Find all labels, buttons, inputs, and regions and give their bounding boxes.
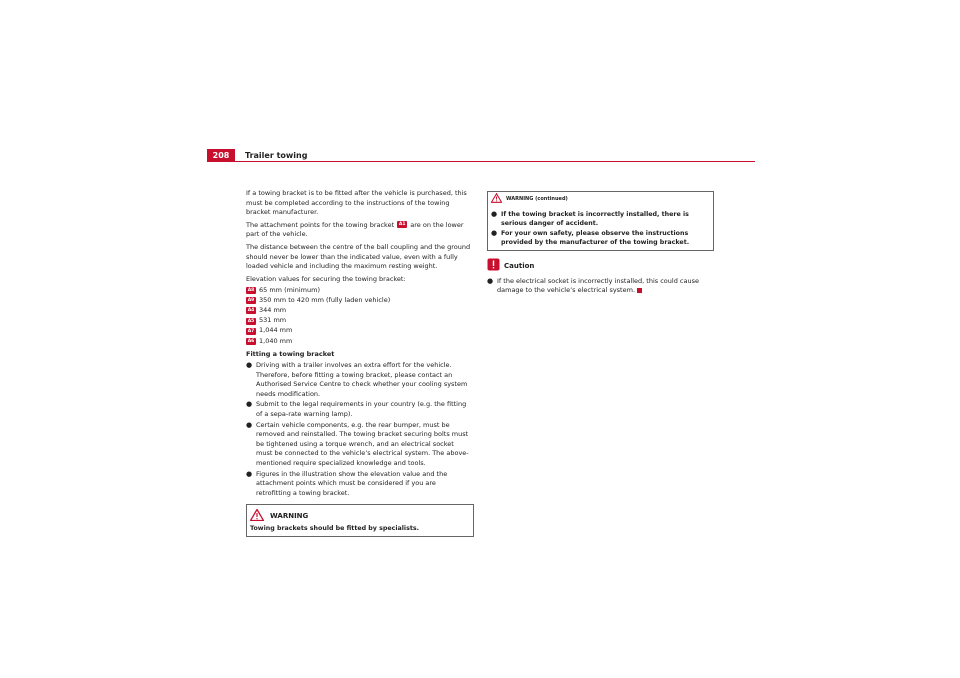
list-item: A5 531 mm — [247, 316, 287, 325]
list-item: A6 1,040 mm — [247, 336, 293, 345]
callout-badge: A9 — [247, 298, 255, 304]
warning-triangle-icon — [250, 509, 264, 525]
warning-continued-box — [487, 191, 714, 251]
bullet-icon: ● — [246, 420, 253, 429]
bullet-item: ● For your own safety, please observe the instructions provided by the manufacturer of the towing bracket. — [491, 229, 690, 246]
section-title: Trailer towing — [245, 151, 308, 160]
bullet-item: ● If the towing bracket is incorrectly installed, there is serious danger of accident. — [491, 210, 689, 227]
bullet-icon: ● — [246, 400, 253, 409]
caution-title: Caution — [504, 261, 535, 270]
attachment-paragraph: The attachment points for the towing bracket A1 are on the lower part of the vehicle. — [246, 220, 464, 239]
warning-triangle-icon — [491, 193, 502, 207]
warning-title: WARNING — [270, 511, 309, 520]
bullet-item: ● Certain vehicle components, e.g. the rear bumper, must be removed and reinstalled. The towing bracket securing bolts must be tightened using a torque wrench, and an electrical socket must be connected to the vehicle’s electrical system. The above-mentioned require specialized knowledge and tools. — [246, 420, 469, 467]
bullet-icon: ● — [487, 276, 494, 285]
intro-paragraph: If a towing bracket is to be fitted after the vehicle is purchased, this must be completed according to the instructions of the towing bracket manufacturer. — [246, 189, 467, 217]
distance-paragraph: The distance between the centre of the ball coupling and the ground should never be lower than the indicated value, even with a fully loaded vehicle and including the maximum resting weight. — [246, 242, 471, 271]
warning-continued-header — [491, 194, 710, 206]
warning-continued-title: WARNING (continued) — [506, 196, 568, 203]
callout-badge: A7 — [247, 328, 255, 334]
list-item: A9 350 mm to 420 mm (fully laden vehicle) — [247, 295, 391, 304]
bullet-item: ● Figures in the illustration show the elevation value and the attachment points which must be considered if you are retrofitting a towing bracket. — [246, 469, 448, 497]
right-column — [487, 191, 713, 297]
callout-badge: A6 — [247, 338, 255, 344]
header-rule — [207, 161, 755, 162]
bullet-item: ● Submit to the legal requirements in your country (e.g. the fitting of a sepa-rate warning lamp). — [246, 400, 467, 419]
elevation-list — [246, 285, 472, 346]
caution-exclamation-icon — [487, 258, 500, 275]
warning-text: Towing brackets should be fitted by specialists. — [250, 525, 419, 533]
left-column — [246, 189, 472, 537]
elevation-intro: Elevation values for securing the towing bracket: — [246, 274, 406, 283]
bullet-icon: ● — [246, 361, 253, 370]
bullet-item: ● Driving with a trailer involves an extra effort for the vehicle. Therefore, before fitting a towing bracket, please contact an Authorised Service Centre to check whether your cooling system needs modification. — [246, 361, 468, 398]
warning-box — [246, 504, 474, 537]
page-number: 208 — [207, 149, 235, 162]
bullet-icon: ● — [491, 210, 498, 218]
list-item: A4 344 mm — [247, 306, 287, 315]
callout-badge: A4 — [247, 308, 255, 314]
warning-header — [250, 508, 470, 524]
callout-badge: A1 — [398, 222, 406, 228]
bullet-icon: ● — [246, 469, 253, 478]
list-item: A8 65 mm (minimum) — [247, 285, 320, 294]
fitting-heading: Fitting a towing bracket — [246, 350, 335, 359]
page-header — [207, 149, 755, 162]
section-end-icon — [637, 288, 642, 293]
callout-badge: A8 — [247, 287, 255, 293]
callout-badge: A5 — [247, 318, 255, 324]
bullet-icon: ● — [491, 229, 498, 237]
bullet-item: ● If the electrical socket is incorrectly installed, this could cause damage to the vehicle’s electrical system. — [487, 276, 699, 295]
caution-header — [487, 258, 713, 275]
list-item: A7 1,044 mm — [247, 326, 293, 335]
